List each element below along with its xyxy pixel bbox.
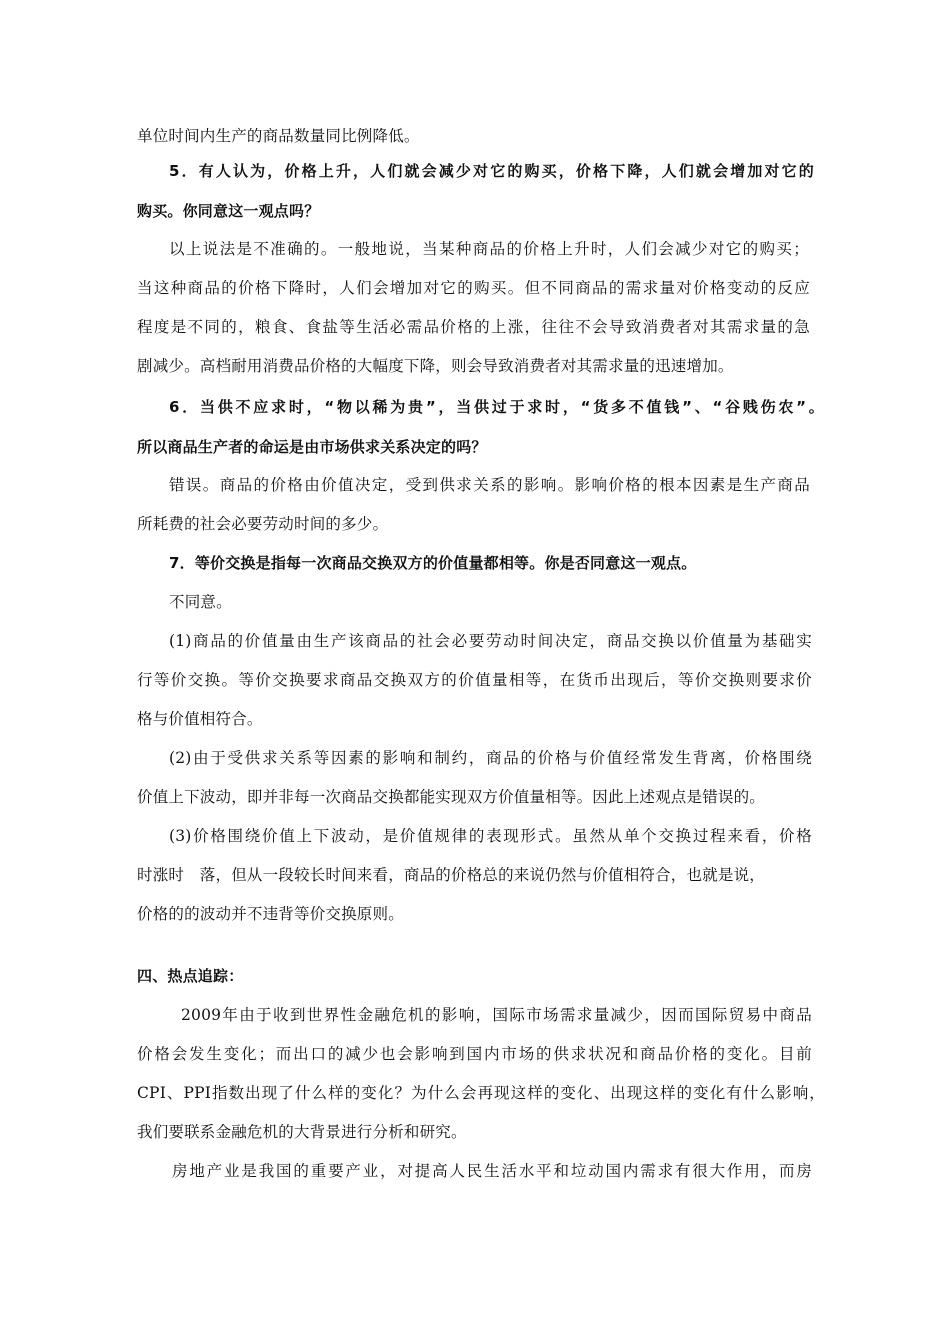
answer-5-line: 程度是不同的，粮食、食盐等生活必需品价格的上涨，往往不会导致消费者对其需求量的急 [137, 318, 810, 336]
answer-7-line: 价值上下波动，即并非每一次商品交换都能实现双方价值量相等。因此上述观点是错误的。 [137, 788, 766, 806]
section-heading: 四、热点追踪： [137, 967, 244, 985]
question-5-heading: 5．有人认为，价格上升，人们就会减少对它的购买，价格下降，人们就会增加对它的 [169, 162, 814, 180]
hotspot-paragraph-line: 房地产业是我国的重要产业，对提高人民生活水平和垃动国内需求有很大作用，而房 [172, 1162, 812, 1180]
answer-5-line: 剧减少。高档耐用消费品价格的大幅度下降，则会导致消费者对其需求量的迅速增加。 [137, 357, 734, 375]
answer-5-line: 以上说法是不准确的。一般地说，当某种商品的价格上升时，人们会减少对它的购买； [169, 240, 809, 258]
answer-7-line: (2)由于受供求关系等因素的影响和制约，商品的价格与价值经常发生背离，价格围绕 [169, 749, 812, 767]
answer-6-line: 所耗费的社会必要劳动时间的多少。 [137, 515, 389, 533]
answer-7-line: 价格的的波动并不违背等价交换原则。 [137, 905, 404, 923]
question-6-heading-cont: 所以商品生产者的命运是由市场供求关系决定的吗？ [137, 438, 487, 456]
answer-7-line: 不同意。 [169, 593, 232, 611]
answer-7-line: (1)商品的价值量由生产该商品的社会必要劳动时间决定，商品交换以价值量为基础实 [169, 632, 812, 650]
answer-7-line: (3)价格围绕价值上下波动，是价值规律的表现形式。虽然从单个交换过程来看，价格 [169, 827, 812, 845]
hotspot-paragraph-line: CPI、PPI指数出现了什么样的变化？为什么会再现这样的变化、出现这样的变化有什么影响， [137, 1084, 825, 1102]
question-5-heading-cont: 购买。你同意这一观点吗？ [137, 202, 320, 220]
question-7-heading: 7．等价交换是指每一次商品交换双方的价值量都相等。你是否同意这一观点。 [169, 554, 697, 572]
answer-7-line: 时涨时 落，但从一段较长时间来看，商品的价格总的来说仍然与价值相符合，也就是说， [137, 866, 766, 884]
answer-7-line: 行等价交换。等价交换要求商品交换双方的价值量相等，在货币出现后，等价交换则要求价 [137, 671, 812, 689]
hotspot-paragraph-line: 价格会发生变化；而出口的减少也会影响到国内市场的供求状况和商品价格的变化。目前 [137, 1045, 812, 1063]
question-6-heading: 6．当供不应求时，“物以稀为贵”，当供过于求时，“货多不值钱”、“谷贱伤农”。 [169, 398, 824, 416]
hotspot-paragraph-line: 2009年由于收到世界性金融危机的影响，国际市场需求量减少，因而国际贸易中商品 [181, 1006, 812, 1024]
answer-5-line: 当这种商品的价格下降时，人们会增加对它的购买。但不同商品的需求量对价格变动的反应 [137, 279, 810, 297]
answer-6-line: 错误。商品的价格由价值决定，受到供求关系的影响。影响价格的根本因素是生产商品 [169, 476, 810, 494]
paragraph-line: 单位时间内生产的商品数量同比例降低。 [137, 127, 420, 145]
hotspot-paragraph-line: 我们要联系金融危机的大背景进行分析和研究。 [137, 1123, 467, 1141]
answer-7-line: 格与价值相符合。 [137, 710, 263, 728]
